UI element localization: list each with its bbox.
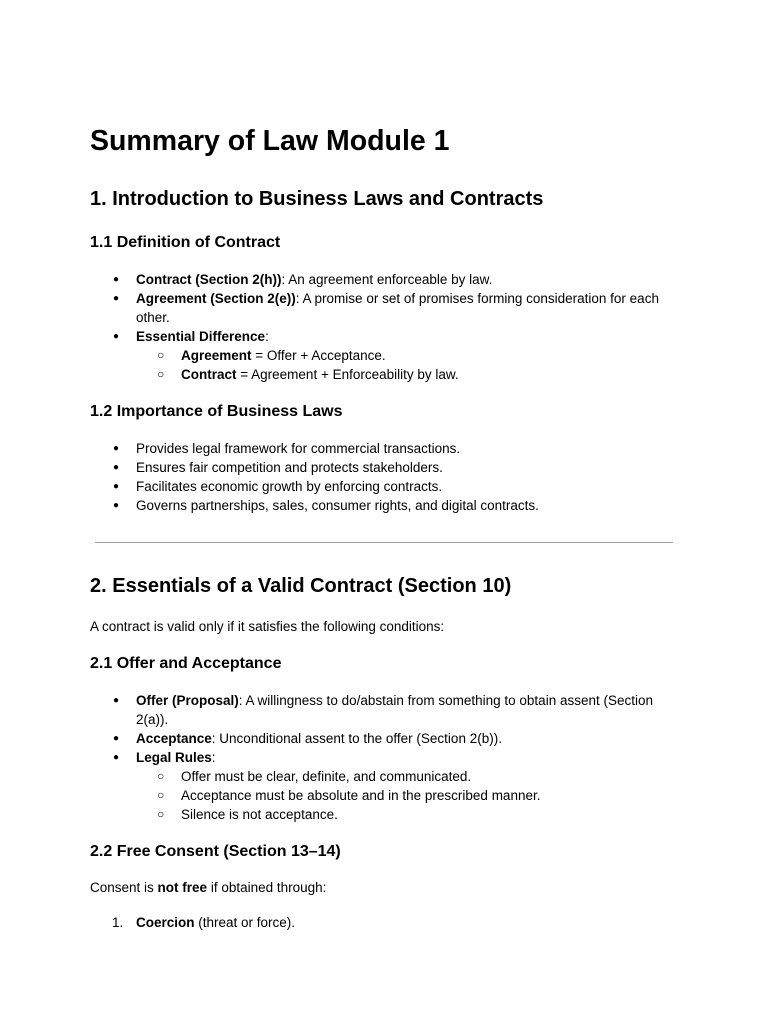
item-text: (threat or force). bbox=[194, 915, 296, 930]
consent-factors-list bbox=[90, 913, 680, 932]
hollow-bullet-icon: ○ bbox=[157, 348, 165, 362]
section-1-heading: 1. Introduction to Business Laws and Contracts bbox=[90, 188, 544, 210]
list-number: 1. bbox=[112, 915, 124, 930]
list-item bbox=[90, 458, 680, 477]
definition-list bbox=[90, 270, 680, 384]
item-text: : bbox=[265, 329, 269, 344]
hollow-bullet-icon: ○ bbox=[157, 769, 165, 783]
item-text: Offer must be clear, definite, and communicated. bbox=[181, 769, 472, 784]
item-bold: Legal Rules bbox=[136, 750, 212, 765]
item-text: Silence is not acceptance. bbox=[181, 807, 338, 822]
hollow-bullet-icon: ○ bbox=[157, 807, 165, 821]
item-bold: Agreement (Section 2(e)) bbox=[136, 291, 296, 306]
offer-acceptance-list bbox=[90, 691, 680, 824]
sub-list-item bbox=[90, 346, 680, 365]
hollow-bullet-icon: ○ bbox=[157, 367, 165, 381]
item-text: : An agreement enforceable by law. bbox=[281, 272, 493, 287]
bullet-icon: ● bbox=[113, 331, 120, 342]
item-bold: Contract (Section 2(h)) bbox=[136, 272, 282, 287]
item-text: = Agreement + Enforceability by law. bbox=[236, 367, 459, 382]
list-item bbox=[90, 477, 680, 496]
item-bold: Offer (Proposal) bbox=[136, 693, 239, 708]
bullet-icon: ● bbox=[113, 462, 120, 473]
intro-pre: Consent is bbox=[90, 880, 158, 895]
bullet-icon: ● bbox=[113, 752, 120, 763]
bullet-icon: ● bbox=[113, 443, 120, 454]
section-2-1-heading: 2.1 Offer and Acceptance bbox=[90, 655, 282, 672]
item-text: Ensures fair competition and protects stakeholders. bbox=[136, 460, 443, 475]
item-text: Provides legal framework for commercial transactions. bbox=[136, 441, 461, 456]
section-2-heading: 2. Essentials of a Valid Contract (Section 10) bbox=[90, 575, 512, 597]
list-item bbox=[90, 729, 680, 748]
item-text: : Unconditional assent to the offer (Section 2(b)). bbox=[211, 731, 502, 746]
item-bold: Contract bbox=[181, 367, 237, 382]
sub-list-item bbox=[90, 365, 680, 384]
bullet-icon: ● bbox=[113, 695, 120, 706]
item-text: : bbox=[211, 750, 216, 765]
list-item bbox=[90, 289, 680, 327]
item-bold: Essential Difference bbox=[136, 329, 266, 344]
bullet-icon: ● bbox=[113, 293, 120, 304]
list-item bbox=[90, 496, 680, 515]
free-consent-intro bbox=[90, 878, 326, 897]
importance-list bbox=[90, 439, 680, 515]
list-item bbox=[90, 270, 680, 289]
item-text: Acceptance must be absolute and in the prescribed manner. bbox=[181, 788, 541, 803]
sub-list-item bbox=[90, 786, 680, 805]
intro-bold: not free bbox=[157, 880, 208, 895]
hollow-bullet-icon: ○ bbox=[157, 788, 165, 802]
numbered-list-item bbox=[90, 913, 680, 932]
item-text: = Offer + Acceptance. bbox=[251, 348, 386, 363]
bullet-icon: ● bbox=[113, 500, 120, 511]
list-item bbox=[90, 748, 680, 767]
item-text: : A promise or set of promises forming consideration for each other. bbox=[136, 291, 659, 325]
sub-list-item bbox=[90, 767, 680, 786]
sub-list-item bbox=[90, 805, 680, 824]
section-1-2-heading: 1.2 Importance of Business Laws bbox=[90, 403, 343, 420]
section-2-intro: A contract is valid only if it satisfies the following conditions: bbox=[90, 619, 445, 634]
item-bold: Coercion bbox=[136, 915, 195, 930]
section-2-2-heading: 2.2 Free Consent (Section 13–14) bbox=[90, 843, 341, 860]
document-title: Summary of Law Module 1 bbox=[90, 125, 450, 157]
bullet-icon: ● bbox=[113, 481, 120, 492]
section-1-1-heading: 1.1 Definition of Contract bbox=[90, 234, 281, 251]
list-item bbox=[90, 691, 680, 729]
bullet-icon: ● bbox=[113, 733, 120, 744]
horizontal-divider bbox=[95, 542, 673, 543]
list-item bbox=[90, 327, 680, 346]
item-text: Facilitates economic growth by enforcing contracts. bbox=[136, 479, 443, 494]
intro-post: if obtained through: bbox=[207, 880, 327, 895]
item-text: : A willingness to do/abstain from something to obtain assent (Section 2(a)). bbox=[136, 693, 654, 727]
item-bold: Acceptance bbox=[136, 731, 212, 746]
item-text: Governs partnerships, sales, consumer rights, and digital contracts. bbox=[136, 498, 539, 513]
bullet-icon: ● bbox=[113, 274, 120, 285]
list-item bbox=[90, 439, 680, 458]
item-bold: Agreement bbox=[181, 348, 252, 363]
